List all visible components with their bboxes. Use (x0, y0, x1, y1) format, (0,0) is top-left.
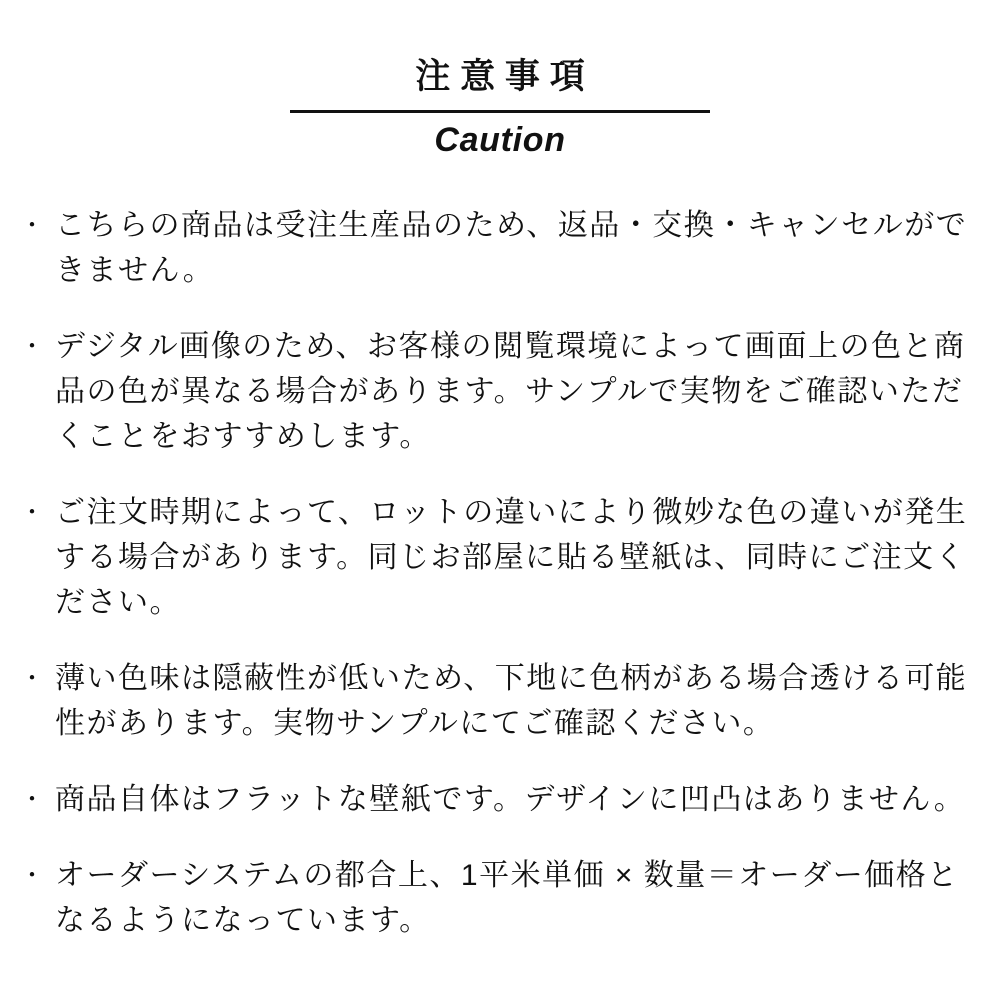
caution-item-text: オーダーシステムの都合上、1平米単価 × 数量＝オーダー価格となるようになっています。 (55, 858, 959, 937)
page-title: 注意事項 (415, 57, 595, 96)
bullet-dot-icon: ・ (20, 785, 46, 813)
caution-item (20, 490, 972, 625)
bullet-dot-icon: ・ (20, 861, 46, 889)
bullet-dot-icon: ・ (20, 211, 46, 239)
caution-item-text: こちらの商品は受注生産品のため、返品・交換・キャンセルができません。 (55, 208, 968, 287)
caution-item (20, 203, 972, 293)
caution-item-text: 商品自体はフラットな壁紙です。デザインに凹凸はありません。 (55, 782, 966, 816)
caution-item (20, 656, 972, 746)
caution-item-text: 薄い色味は隠蔽性が低いため、下地に色柄がある場合透ける可能性があります。実物サンプルにてご確認ください。 (55, 661, 968, 740)
page-header (0, 0, 1000, 161)
caution-item-text: デジタル画像のため、お客様の閲覧環境によって画面上の色と商品の色が異なる場合があります。サンプルで実物をご確認いただくことをおすすめします。 (55, 329, 966, 453)
bullet-dot-icon: ・ (20, 498, 46, 526)
caution-item (20, 853, 972, 943)
page-subtitle: Caution (434, 121, 566, 159)
title-divider (290, 110, 710, 113)
caution-list (0, 203, 1000, 943)
bullet-dot-icon: ・ (20, 332, 46, 360)
caution-item (20, 324, 972, 459)
caution-item-text: ご注文時期によって、ロットの違いにより微妙な色の違いが発生する場合があります。同じお部屋に貼る壁紙は、同時にご注文ください。 (55, 495, 968, 619)
caution-item (20, 777, 972, 822)
bullet-dot-icon: ・ (20, 664, 46, 692)
